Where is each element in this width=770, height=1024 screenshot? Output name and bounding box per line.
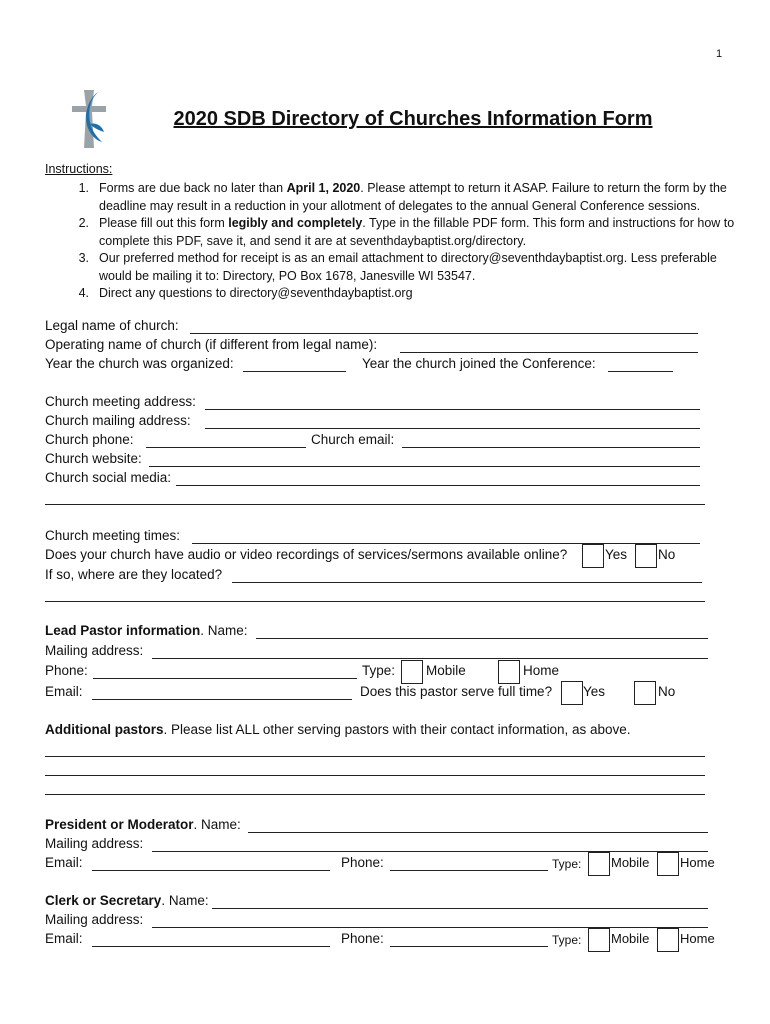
where-located-field[interactable] [232,582,702,583]
lead-pastor-mobile-label: Mobile [426,663,466,678]
instructions-list [45,180,735,303]
year-joined-field[interactable] [608,371,673,372]
legal-name-field[interactable] [190,333,698,334]
clerk-type-label: Type: [552,933,582,947]
year-organized-field[interactable] [243,371,346,372]
form-title: 2020 SDB Directory of Churches Information Form [173,108,653,130]
additional-pastors-line-1[interactable] [45,756,705,757]
full-time-yes-checkbox[interactable] [561,681,583,705]
full-time-no-label: No [658,684,676,699]
social-media-field[interactable] [176,485,700,486]
president-phone-label: Phone: [341,855,384,870]
meeting-address-field[interactable] [205,409,700,410]
mailing-address-field[interactable] [205,428,700,429]
clerk-home-label: Home [680,931,715,946]
where-located-field-extra[interactable] [45,601,705,602]
year-organized-label: Year the church was organized: [45,356,234,371]
instruction-item: 3. Our preferred method for receipt is as an email attachment to directory@seventhdaybaptist.org. Less preferable would be mailing it to: Directory, PO Box 1678, Janesville WI 53547. [78,251,717,283]
website-field[interactable] [149,466,700,467]
full-time-question: Does this pastor serve full time? [360,684,553,699]
president-email-label: Email: [45,855,83,870]
church-phone-label: Church phone: [45,432,134,447]
recordings-no-label: No [658,547,676,562]
year-joined-label: Year the church joined the Conference: [362,356,596,371]
instruction-item: 2. Please fill out this form legibly and completely. Type in the fillable PDF form. This form and instructions for how to complete this PDF, save it, and send it are at seventhdaybaptist.org/directory. [78,216,735,248]
instruction-item: 4. Direct any questions to directory@seventhdaybaptist.org [78,286,413,300]
lead-pastor-home-label: Home [523,663,560,678]
page-number: 1 [716,48,723,60]
additional-pastors-line-2[interactable] [45,775,705,776]
lead-pastor-name-field[interactable] [256,638,708,639]
church-phone-field[interactable] [146,447,306,448]
lead-pastor-name-label: Lead Pastor information. Name: [45,623,248,638]
meeting-address-label: Church meeting address: [45,394,196,409]
meeting-times-field[interactable] [192,543,700,544]
recordings-yes-checkbox[interactable] [582,544,604,568]
church-email-label: Church email: [311,432,395,447]
clerk-mailing-field[interactable] [152,927,708,928]
clerk-mobile-checkbox[interactable] [588,928,610,952]
lead-pastor-phone-label: Phone: [45,663,88,678]
clerk-name-field[interactable] [212,908,708,909]
president-email-field[interactable] [92,870,330,871]
lead-pastor-type-label: Type: [362,663,396,678]
clerk-name-label: Clerk or Secretary. Name: [45,893,209,908]
mailing-address-label: Church mailing address: [45,413,191,428]
president-home-checkbox[interactable] [657,852,679,876]
clerk-email-label: Email: [45,931,83,946]
president-phone-field[interactable] [390,870,548,871]
president-mobile-checkbox[interactable] [588,852,610,876]
website-label: Church website: [45,451,142,466]
operating-name-field[interactable] [400,352,698,353]
additional-pastors-line-3[interactable] [45,794,705,795]
clerk-phone-label: Phone: [341,931,384,946]
additional-pastors-label: Additional pastors. Please list ALL other serving pastors with their contact information, as above. [45,722,631,737]
church-email-field[interactable] [402,447,700,448]
president-home-label: Home [680,855,715,870]
social-media-label: Church social media: [45,470,172,485]
clerk-mobile-label: Mobile [611,931,650,946]
lead-pastor-mailing-field[interactable] [152,658,708,659]
recordings-yes-label: Yes [605,547,628,562]
instructions-heading: Instructions: [45,162,113,176]
operating-name-label: Operating name of church (if different from legal name): [45,337,378,352]
instruction-item: 1. Forms are due back no later than April 1, 2020. Please attempt to return it ASAP. Failure to return the form by the deadline may result in a reduction in your allotment of delegates to the annual General Conference sessions. [78,181,727,213]
president-mailing-label: Mailing address: [45,836,144,851]
recordings-no-checkbox[interactable] [635,544,657,568]
lead-pastor-mobile-checkbox[interactable] [401,660,423,684]
president-mobile-label: Mobile [611,855,650,870]
where-located-label: If so, where are they located? [45,567,223,582]
meeting-times-label: Church meeting times: [45,528,181,543]
recordings-question: Does your church have audio or video recordings of services/sermons available online? [45,547,568,562]
social-media-field-extra[interactable] [45,504,705,505]
lead-pastor-phone-field[interactable] [93,678,357,679]
legal-name-label: Legal name of church: [45,318,179,333]
full-time-yes-label: Yes [583,684,606,699]
clerk-phone-field[interactable] [390,946,548,947]
lead-pastor-mailing-label: Mailing address: [45,643,144,658]
president-name-field[interactable] [248,832,708,833]
president-type-label: Type: [552,857,582,871]
clerk-mailing-label: Mailing address: [45,912,144,927]
lead-pastor-home-checkbox[interactable] [498,660,520,684]
clerk-email-field[interactable] [92,946,330,947]
clerk-home-checkbox[interactable] [657,928,679,952]
president-name-label: President or Moderator. Name: [45,817,241,832]
lead-pastor-email-field[interactable] [92,699,352,700]
president-mailing-field[interactable] [152,851,708,852]
lead-pastor-email-label: Email: [45,684,83,699]
full-time-no-checkbox[interactable] [634,681,656,705]
